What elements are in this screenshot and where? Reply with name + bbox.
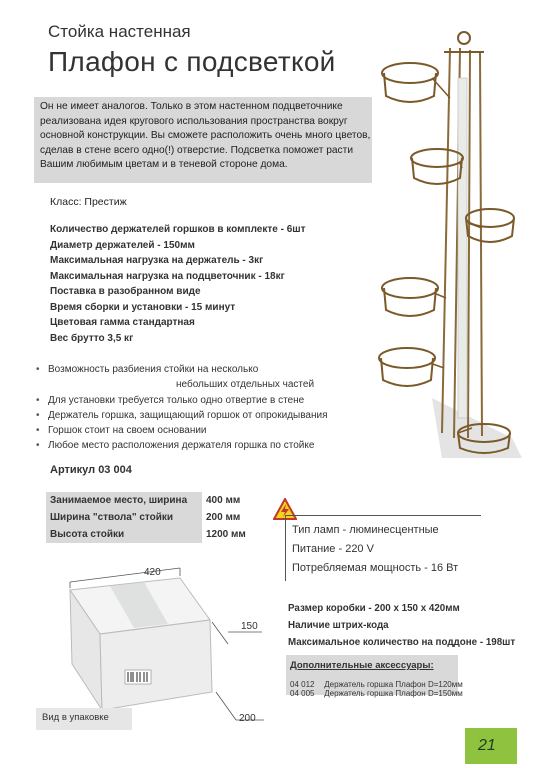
dimensions-table	[46, 492, 256, 543]
accessory-name: Держатель горшка Плафон D=150мм	[324, 689, 463, 698]
spec-item: Время сборки и установки - 15 минут	[50, 301, 236, 313]
dimension-label: Ширина "ствола" стойки	[46, 509, 202, 526]
accessories-title: Дополнительные аксессуары:	[290, 660, 434, 671]
lamp-consumption: Потребляемая мощность - 16 Вт	[292, 562, 459, 574]
spec-item: Вес брутто 3,5 кг	[50, 332, 134, 344]
feature-bullets	[36, 362, 328, 454]
dimension-value: 200 мм	[202, 509, 256, 526]
bullet-item: • Держатель горшка, защищающий горшок от опрокидывания	[36, 408, 328, 423]
bullet-item: • Любое место расположения держателя горшка по стойке	[36, 438, 328, 453]
spec-item: Максимальная нагрузка на подцветочник - 18кг	[50, 270, 285, 282]
spec-item: Диаметр держателей - 150мм	[50, 239, 195, 251]
bullet-item: • Возможность разбиения стойки на несколько	[36, 362, 328, 377]
accessory-code: 04 012	[290, 680, 315, 689]
dimension-value: 400 мм	[202, 492, 256, 509]
spec-item: Максимальная нагрузка на держатель - 3кг	[50, 255, 264, 266]
accessory-code: 04 005	[290, 689, 315, 698]
accessories-list	[290, 680, 463, 698]
bullet-item-continuation: небольших отдельных частей	[176, 379, 315, 391]
planter-stand-illustration	[372, 18, 522, 458]
pallet-capacity: Максимальное количество на поддоне - 198шт	[288, 637, 516, 648]
table-row	[46, 509, 256, 526]
dimension-label: Высота стойки	[46, 526, 202, 543]
bullet-item: • Горшок стоит на своем основании	[36, 423, 328, 438]
lamp-type: Тип ламп - люминесцентные	[292, 524, 439, 536]
package-caption: Вид в упаковке	[42, 712, 109, 723]
article-number: Артикул 03 004	[50, 464, 132, 476]
list-item	[290, 680, 463, 689]
intro-text: Он не имеет аналогов. Только в этом настенном подцветочнике реализована идея кругового использования пространства вокруг основной конструкции. Вы сможете расположить очень много цветов, сделав в стене всего одно(!) отверстие. Подсветка поможет расти Вашим любимым цветам и в теневой стороне дома.	[40, 101, 371, 170]
box-info	[288, 600, 515, 651]
page-number: 21	[478, 737, 496, 754]
page-title: Плафон с подсветкой	[48, 46, 336, 77]
barcode-availability: Наличие штрих-кода	[288, 620, 389, 631]
lamp-info	[292, 521, 458, 578]
package-width-label: 200	[239, 713, 256, 724]
lamp-power-supply: Питание - 220 V	[292, 543, 374, 555]
spec-item: Цветовая гамма стандартная	[50, 317, 195, 328]
package-box-illustration	[40, 560, 280, 730]
table-row	[46, 526, 256, 543]
specs-list	[50, 222, 306, 346]
dimension-value: 1200 мм	[202, 526, 256, 543]
spec-item: Количество держателей горшков в комплекте - 6шт	[50, 224, 306, 235]
bullet-item: • Для установки требуется только одно отвертие в стене	[36, 393, 328, 408]
package-length-label: 420	[144, 567, 161, 578]
list-item	[290, 689, 463, 698]
spec-item: Поставка в разобранном виде	[50, 286, 201, 297]
box-size: Размер коробки - 200 х 150 х 420мм	[288, 603, 460, 614]
intro-box	[34, 97, 378, 183]
package-height-label: 150	[241, 621, 258, 632]
class-label: Класс: Престиж	[50, 196, 127, 208]
accessory-name: Держатель горшка Плафон D=120мм	[324, 680, 463, 689]
table-row	[46, 492, 256, 509]
dimension-label: Занимаемое место, ширина	[46, 492, 202, 509]
page-subtitle: Стойка настенная	[48, 22, 191, 41]
